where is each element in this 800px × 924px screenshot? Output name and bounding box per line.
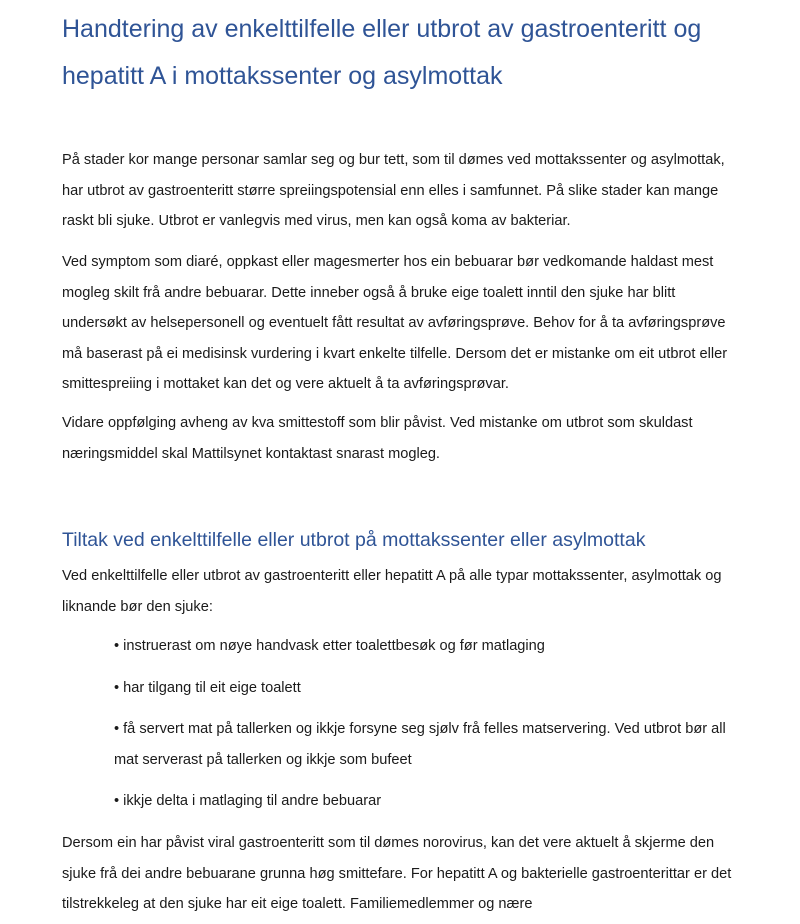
bullet-icon: • <box>114 721 120 737</box>
section-heading: Tiltak ved enkelttilfelle eller utbrot på mottakssenter eller asylmottak <box>62 529 646 551</box>
closing-paragraph: Dersom ein har påvist viral gastroenteritt som til dømes norovirus, kan det vere aktuelt å skjerme den sjuke frå dei andre bebuarane grunna høg smittefare. For hepatitt A og bakterielle gastroenterittar er det tilstrekkeleg at den sjuke har eit eige toalett. Familiemedlemmer og nære <box>62 835 732 912</box>
intro-paragraph-1: På stader kor mange personar samlar seg og bur tett, som til dømes ved mottakssenter og asylmottak, har utbrot av gastroenteritt større spreiingspotensial enn elles i samfunnet. På slike stader kan mange raskt bli sjuke. Utbrot er vanlegvis med virus, men kan også koma av bakteriar. <box>62 152 725 229</box>
page-title: Handtering av enkelttilfelle eller utbrot av gastroenteritt og hepatitt A i mottakssenter og asylmottak <box>62 15 702 90</box>
list-item-text: få servert mat på tallerken og ikkje forsyne seg sjølv frå felles matservering. Ved utbrot bør all mat serverast på tallerken og ikkje som bufeet <box>114 721 726 768</box>
list-item-text: instruerast om nøye handvask etter toalettbesøk og før matlaging <box>123 638 545 654</box>
list-item <box>114 631 744 662</box>
intro-paragraph-3: Vidare oppfølging avheng av kva smittestoff som blir påvist. Ved mistanke om utbrot som skuldast næringsmiddel skal Mattilsynet kontaktast snarast mogleg. <box>62 415 693 462</box>
intro-paragraph-2: Ved symptom som diaré, oppkast eller magesmerter hos ein bebuarar bør vedkomande haldast mest mogleg skilt frå andre bebuarar. Dette inneber også å bruke eige toalett inntil den sjuke har blitt undersøkt av helsepersonell og eventuelt fått resultat av avføringsprøve. Behov for å ta avføringsprøve må baserast på ei medisinsk vurdering i kvart enkelte tilfelle. Dersom det er mistanke om eit utbrot eller smittespreiing i mottaket kan det og vere aktuelt å ta avføringsprøvar. <box>62 254 728 392</box>
list-item-text: ikkje delta i matlaging til andre bebuarar <box>123 793 382 809</box>
section-lead-paragraph: Ved enkelttilfelle eller utbrot av gastroenteritt eller hepatitt A på alle typar mottakssenter, asylmottak og liknande bør den sjuke: <box>62 568 722 615</box>
list-item <box>114 673 744 704</box>
bullet-icon: • <box>114 638 120 654</box>
bullet-icon: • <box>114 680 120 696</box>
list-item <box>114 714 744 775</box>
list-item-text: har tilgang til eit eige toalett <box>123 680 301 696</box>
bullet-icon: • <box>114 793 120 809</box>
list-item <box>114 786 744 817</box>
